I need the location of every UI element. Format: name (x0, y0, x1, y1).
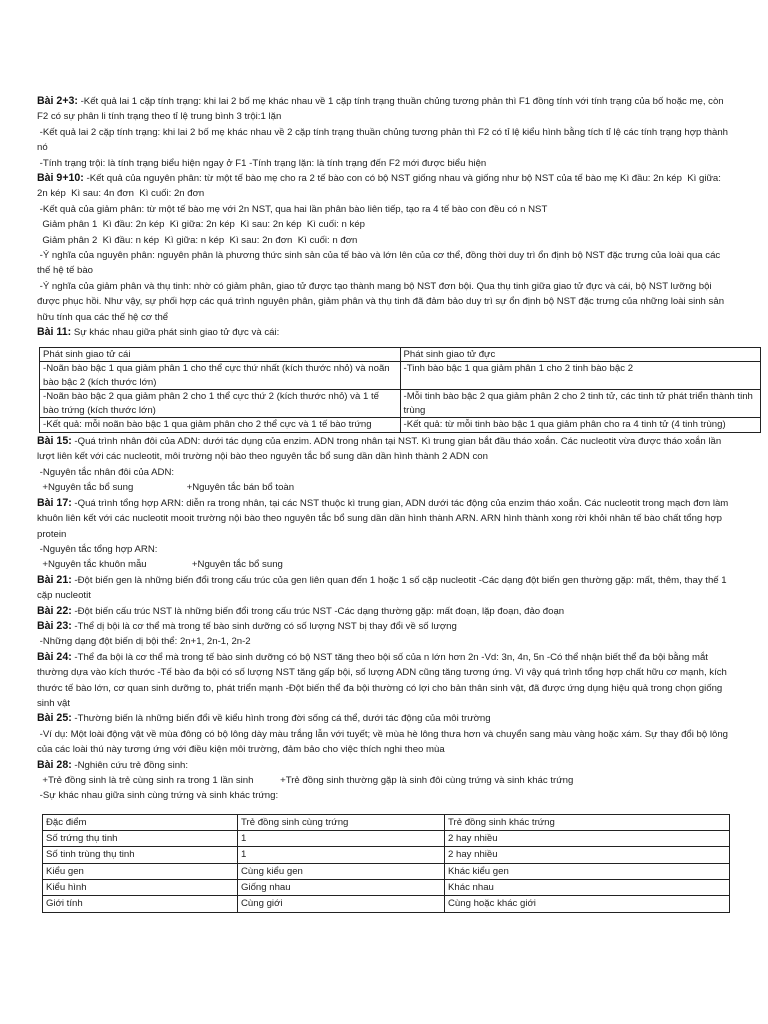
table-cell: Cùng hoặc khác giới (445, 896, 730, 912)
paragraph (37, 94, 733, 125)
exercise-heading: Bài 15: (37, 435, 72, 448)
paragraph (37, 248, 733, 279)
table-header-cell: Trẻ đồng sinh khác trứng (445, 814, 730, 830)
paragraph-text: -Sự khác nhau giữa sinh cùng trứng và sinh khác trứng: (37, 790, 279, 802)
paragraph-text: -Những dạng đột biến dị bội thể: 2n+1, 2n-1, 2n-2 (37, 636, 251, 648)
paragraph-text: -Kết quả của giảm phân: từ một tế bào mẹ với 2n NST, qua hai lần phân bào liên tiếp, tạo ra 4 tế bào con đều có n NST (37, 203, 548, 215)
paragraph (37, 788, 733, 803)
exercise-heading: Bài 2+3: (37, 95, 78, 107)
table-header-cell: Phát sinh giao tử đực (400, 347, 761, 362)
paragraph-text: -Ví dụ: Một loài động vật về mùa đông có bộ lông dày màu trắng lẫn với tuyết; về mùa hè lông thưa hơn và chuyển sang màu vàng hoặc xám. Sự thay đổi bộ lông của các loài thú này tương ứng với điều kiện môi trường, đảm bảo cho việc thích nghi theo mùa (37, 728, 731, 756)
paragraph (37, 434, 733, 465)
table-cell: Cùng giới (238, 896, 445, 912)
table-cell: Giống nhau (238, 880, 445, 896)
table-row (40, 362, 761, 390)
paragraph (37, 634, 733, 649)
table-row (43, 896, 730, 912)
table-cell: Kiểu hình (43, 880, 238, 896)
paragraph-text: -Tính trạng trội: là tính trạng biểu hiện ngay ở F1 -Tính trạng lặn: là tính trạng đến F2 mới được biểu hiện (37, 157, 487, 169)
table-cell: -Noãn bào bậc 1 qua giảm phân 1 cho thể cực thứ nhất (kích thước nhỏ) và noãn bào bậc 2 (kích thước lớn) (40, 362, 401, 390)
paragraph-text: -Ý nghĩa của giảm phân và thụ tinh: nhờ có giảm phân, giao tử được tạo thành mang bộ NST đơn bội. Qua thụ tinh giữa giao tử đực và cái, bộ NST lưỡng bội được phục hồi. Như vậy, sự phối hợp các quá trình nguyên phân, giảm phân và thụ tinh đã đảm bảo duy trì sự ổn định bộ NST đặc trưng của những loài sinh sản hữu tính qua các thế hệ cơ thể (37, 280, 727, 323)
paragraph-text: -Đột biến cấu trúc NST là những biến đổi trong cấu trúc NST -Các dạng thường gặp: mất đoạn, lặp đoạn, đảo đoạn (71, 605, 565, 617)
exercise-heading: Bài 24: (37, 650, 72, 663)
table-cell: 1 (238, 847, 445, 863)
paragraph (37, 125, 733, 156)
table-cell: -Tinh bào bậc 1 qua giảm phân 1 cho 2 tinh bào bậc 2 (400, 362, 761, 390)
paragraph-text: Giảm phân 2 Kì đầu: n kép Kì giữa: n kép Kì sau: 2n đơn Kì cuối: n đơn (37, 234, 358, 246)
paragraph-text: Sự khác nhau giữa phát sinh giao tử đực và cái: (71, 327, 280, 339)
paragraph-text: +Trẻ đồng sinh là trẻ cùng sinh ra trong 1 lần sinh +Trẻ đồng sinh thường gặp là sinh đôi cùng trứng và sinh khác trứng (37, 775, 574, 786)
paragraph (37, 604, 733, 619)
paragraph (37, 279, 733, 325)
table-cell: -Kết quả: từ mỗi tinh bào bậc 1 qua giảm phân cho ra 4 tinh tử (4 tinh trùng) (400, 418, 761, 433)
table-cell: Giới tính (43, 896, 238, 912)
paragraph (37, 496, 733, 542)
table-cell: 2 hay nhiều (445, 831, 730, 847)
table-cell: Cùng kiểu gen (238, 863, 445, 879)
exercise-heading: Bài 28: (37, 758, 72, 771)
paragraph-text: -Đột biến gen là những biến đổi trong cấu trúc của gen liên quan đến 1 hoặc 1 số cặp nucleotit -Các dạng đột biến gen thường gặp: mất, thêm, thay thế 1 cặp nucleotit (37, 574, 730, 602)
table-cell: Khác kiểu gen (445, 863, 730, 879)
paragraph (37, 217, 733, 232)
table-cell: -Kết quả: mỗi noãn bào bậc 1 qua giảm phân cho 2 thể cực và 1 tế bào trứng (40, 418, 401, 433)
table-cell: -Mỗi tinh bào bậc 2 qua giảm phân 2 cho 2 tinh tử, các tinh tử phát triển thành tinh trùng (400, 390, 761, 418)
paragraph (37, 773, 733, 788)
paragraph (37, 480, 733, 495)
table-cell: Kiểu gen (43, 863, 238, 879)
paragraph (37, 542, 733, 557)
paragraph-text: -Thường biến là những biến đổi về kiểu hình trong đời sống cá thể, dưới tác động của môi trường (71, 713, 491, 725)
table-header-row (40, 347, 761, 362)
paragraph (37, 711, 733, 726)
paragraph (37, 619, 733, 634)
paragraph-text: Giảm phân 1 Kì đầu: 2n kép Kì giữa: 2n kép Kì sau: 2n kép Kì cuối: n kép (37, 219, 366, 231)
table-header-cell: Đặc điểm (43, 814, 238, 830)
paragraph-text: -Nguyên tắc tổng hợp ARN: (37, 543, 158, 555)
paragraph-text: -Thể dị bội là cơ thể mà trong tế bào sinh dưỡng có số lượng NST bị thay đổi về số lượng (71, 620, 457, 632)
paragraph (37, 557, 733, 572)
exercise-heading: Bài 9+10: (37, 172, 84, 185)
paragraph (37, 171, 733, 202)
paragraph-text: +Nguyên tắc bổ sung +Nguyên tắc bán bổ toàn (37, 482, 295, 494)
paragraph-text: -Nghiên cứu trẻ đồng sinh: (71, 759, 189, 771)
exercise-heading: Bài 21: (37, 573, 72, 586)
table-header-cell: Trẻ đồng sinh cùng trứng (238, 814, 445, 830)
paragraph-text: -Kết quả lai 1 cặp tính trạng: khi lai 2 bố mẹ khác nhau về 1 cặp tính trạng thuần chủng tương phản thì F1 đồng tính với tính trạng của bố hoặc mẹ, còn F2 có sự phân li tính trạng theo tỉ lệ trung bình 3 trội:1 lặn (37, 96, 727, 123)
table-row (43, 831, 730, 847)
paragraph (37, 758, 733, 773)
section-part-1 (37, 94, 733, 341)
paragraph (37, 650, 733, 712)
paragraph-text: -Nguyên tắc nhân đôi của ADN: (37, 466, 175, 478)
table-cell: 2 hay nhiều (445, 847, 730, 863)
paragraph-text: -Kết quả lai 2 cặp tính trạng: khi lai 2 bố mẹ khác nhau về 2 cặp tính trạng thuần chủng tương phản thì F2 có tỉ lệ kiểu hình bằng tích tỉ lệ các tính trạng hợp thành nó (37, 126, 731, 154)
exercise-heading: Bài 17: (37, 496, 72, 509)
exercise-heading: Bài 25: (37, 712, 72, 725)
document-page (37, 94, 753, 913)
table-cell: 1 (238, 831, 445, 847)
paragraph-text: -Ý nghĩa của nguyên phân: nguyên phân là phương thức sinh sản của tế bào và lớn lên của cơ thể, đồng thời duy trì ổn định bộ NST đặc trưng của loài qua các thế hệ tế bào (37, 250, 723, 277)
exercise-heading: Bài 11: (37, 326, 72, 339)
table-row (43, 847, 730, 863)
table-row (43, 880, 730, 896)
table-row (40, 418, 761, 433)
table-cell: -Noãn bào bậc 2 qua giảm phân 2 cho 1 thể cực thứ 2 (kích thước nhỏ) và 1 tế bào trứng (kích thước lớn) (40, 390, 401, 418)
table-header-row (43, 814, 730, 830)
paragraph (37, 233, 733, 248)
paragraph (37, 202, 733, 217)
paragraph (37, 156, 733, 171)
gametogenesis-comparison-table (39, 347, 761, 434)
paragraph (37, 465, 733, 480)
paragraph (37, 573, 733, 604)
table-header-cell: Phát sinh giao tử cái (40, 347, 401, 362)
twins-comparison-table (42, 814, 730, 913)
section-part-2 (37, 434, 733, 804)
paragraph-text: -Thể đa bội là cơ thể mà trong tế bào sinh dưỡng có bộ NST tăng theo bội số của n lớn hơn 2n -Vd: 3n, 4n, 5n -Có thể nhận biết thể đa bội bằng mắt thường dựa vào kích thước -Tế bào đa bội có số lượng NST tăng gấp bội, số lượng ADN cũng tăng tương ứng. Vì vậy quá trình tổng hợp chất hữu cơ mạnh, kích thước tế bào lớn, cơ quan sinh dưỡng to, phát triển mạnh -Đột biến thể đa bội thường có lợi cho bản thân sinh vật, đã được ứng dụng hiệu quả trong chọn giống sinh vật (37, 651, 730, 709)
table-cell: Khác nhau (445, 880, 730, 896)
paragraph-text: -Kết quả của nguyên phân: từ một tế bào mẹ cho ra 2 tế bào con có bộ NST giống nhau và giống như bộ NST của tế bào mẹ Kì đầu: 2n kép Kì giữa: 2n kép Kì sau: 4n đơn Kì cuối: 2n đơn (37, 173, 724, 200)
table-row (40, 390, 761, 418)
paragraph (37, 727, 733, 758)
paragraph-text: -Quá trình tổng hợp ARN: diễn ra trong nhân, tại các NST thuộc kì trung gian, ADN dưới tác động của enzim tháo xoắn. Các nucleotit trong mạch đơn làm khuôn liên kết với các nucleotit mooit trường nội bào theo nguyên tắc bổ sung dần dần hình thành ARN. ARN hình thành xong rời khỏi nhân tế bào chất tổng hợp protein (37, 497, 731, 540)
paragraph (37, 325, 733, 340)
exercise-heading: Bài 23: (37, 619, 72, 632)
table-cell: Số trứng thụ tinh (43, 831, 238, 847)
table-row (43, 863, 730, 879)
paragraph-text: -Quá trình nhân đôi của ADN: dưới tác dụng của enzim. ADN trong nhân tại NST. Kì trung gian bắt đầu tháo xoắn. Các nucleotit vừa được tháo xoắn lần lượt liên kết với các nucleotit, môi trường nội bào theo nguyên tắc bổ sung dần dần hình thành 2 ADN con (37, 436, 724, 463)
exercise-heading: Bài 22: (37, 604, 72, 617)
paragraph-text: +Nguyên tắc khuôn mẫu +Nguyên tắc bổ sung (37, 559, 283, 571)
table-cell: Số tinh trùng thụ tinh (43, 847, 238, 863)
